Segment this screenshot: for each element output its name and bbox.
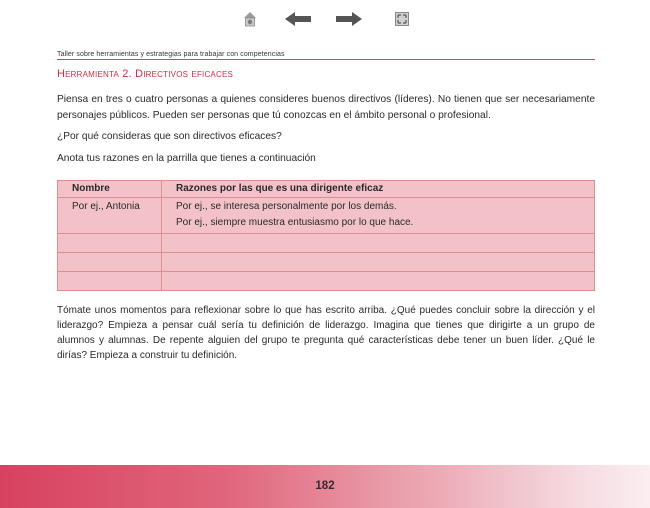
home-icon <box>243 11 257 27</box>
back-button[interactable] <box>283 8 313 30</box>
table-row <box>58 198 595 234</box>
header-name: Nombre <box>58 181 162 198</box>
home-button[interactable] <box>241 8 259 30</box>
instruction-paragraph: Anota tus razones en la parrilla que tienes a continuación <box>57 153 316 164</box>
navigation-toolbar <box>0 8 650 30</box>
table-row <box>58 234 595 253</box>
page-number: 182 <box>315 480 335 492</box>
example-reason-2: Por ej., siempre muestra entusiasmo por lo que hace. <box>176 216 414 228</box>
fullscreen-button[interactable] <box>392 8 412 30</box>
reflection-paragraph: Tómate unos momentos para reflexionar sobre lo que has escrito arriba. ¿Qué puedes concluir sobre la dirección y el liderazgo? Empieza a pensar cuál sería tu definición de liderazgo. Imagina que tienes que dirigirte a un grupo de alumnos y alumnas. De repente alguien del grupo te pregunta qué características debe tener un buen líder. ¿Qué le dirías? Empieza a construir tu definición. <box>57 305 595 361</box>
arrow-left-icon <box>284 11 312 27</box>
section-title <box>57 68 233 80</box>
example-reason-1: Por ej., se interesa personalmente por los demás. <box>176 201 397 212</box>
empty-name-cell[interactable] <box>58 272 162 291</box>
fullscreen-icon <box>395 12 409 26</box>
arrow-right-icon <box>335 11 363 27</box>
leaders-grid <box>57 180 595 291</box>
example-reasons-cell <box>162 198 595 234</box>
intro-paragraph: Piensa en tres o cuatro personas a quienes consideres buenos directivos (líderes). No tienen que ser necesariamente personajes públicos. Pueden ser personas que tú conozcas en el ámbito personal o profesional. <box>57 94 595 121</box>
example-name-cell: Por ej., Antonia <box>58 198 162 234</box>
empty-name-cell[interactable] <box>58 253 162 272</box>
forward-button[interactable] <box>334 8 364 30</box>
table-row <box>58 272 595 291</box>
section-title-prefix: Herramienta 2. <box>57 68 136 80</box>
question-paragraph: ¿Por qué consideras que son directivos eficaces? <box>57 131 282 142</box>
section-title-main: Directivos eficaces <box>135 68 234 80</box>
table-row <box>58 253 595 272</box>
empty-reasons-cell[interactable] <box>162 253 595 272</box>
table-header-row <box>58 181 595 198</box>
empty-reasons-cell[interactable] <box>162 234 595 253</box>
running-header: Taller sobre herramientas y estrategias para trabajar con competencias <box>57 51 595 60</box>
header-reasons: Razones por las que es una dirigente eficaz <box>162 181 595 198</box>
empty-name-cell[interactable] <box>58 234 162 253</box>
empty-reasons-cell[interactable] <box>162 272 595 291</box>
